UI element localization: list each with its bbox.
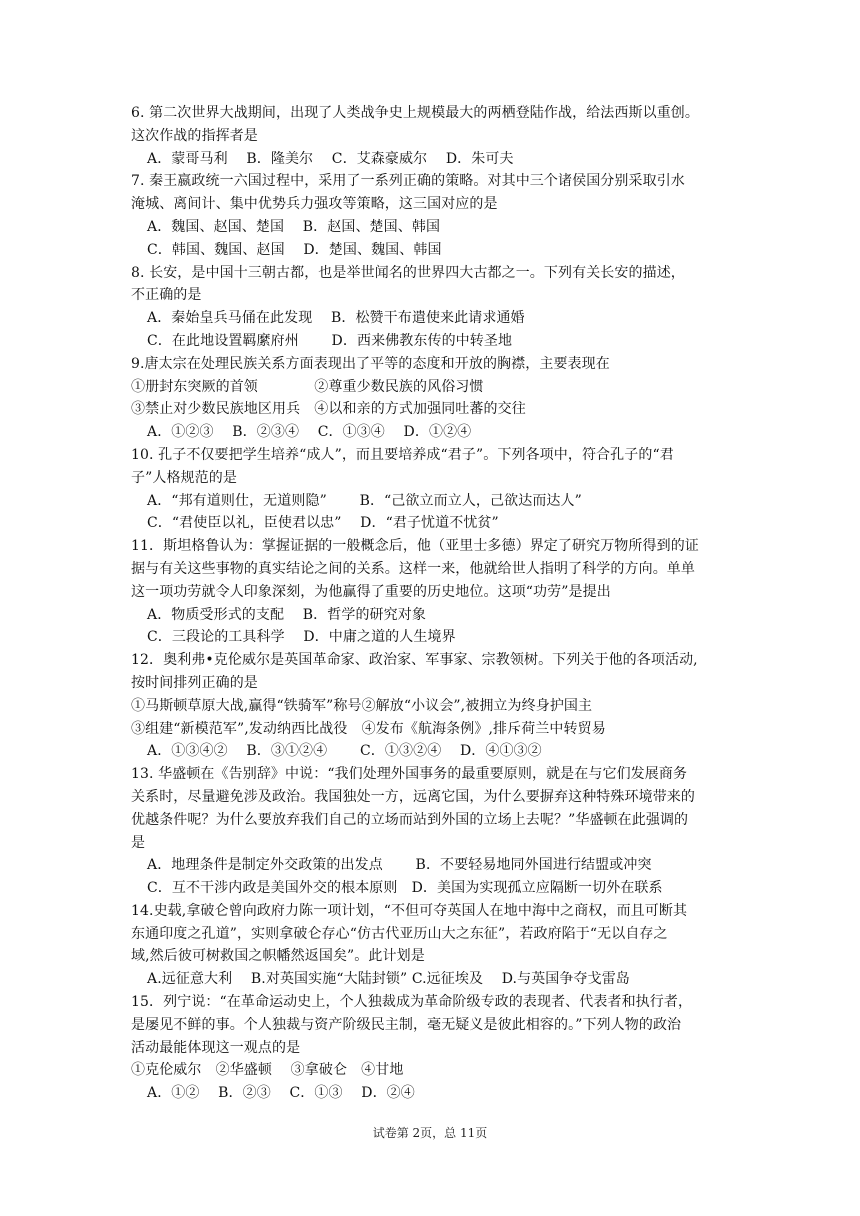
answer-options-line: A．①②③ B．②③④ C．①③④ D．①②④ [147,424,472,441]
question-stem-line: 淹城、离间计、集中优势兵力强攻等策略，这三国对应的是 [131,196,498,213]
question-stem-line: 8. 长安，是中国十三朝古都，也是举世闻名的世界四大古都之一。下列有关长安的描述， [131,264,685,281]
answer-options-line: A.远征意大利 B.对英国实施“大陆封锁” C.远征埃及 D.与英国争夺戈雷岛 [147,971,630,988]
question-stem-line: 是屡见不鲜的事。个人独裁与资产阶级民主制，毫无疑义是彼此相容的。”下列人物的政治 [131,1016,682,1033]
question-item-line: ①马斯顿草原大战,赢得“铁骑军”称号②解放“小议会”,被拥立为终身护国主 [131,697,593,714]
question-stem-line: 域,然后彼可树救国之帜幡然返国矣”。此计划是 [131,948,425,965]
question-stem-line: 不正确的是 [131,287,202,304]
question-stem-line: 10. 孔子不仅要把学生培养“成人”，而且要培养成“君子”。下列各项中，符合孔子的“君 [131,446,674,463]
question-stem-line: 12．奥利弗•克伦威尔是英国革命家、政治家、军事家、宗教领树。下列关于他的各项活动, [131,652,698,669]
question-stem-line: 东通印度之孔道”，实则拿破仑存心“仿古代亚历山大之东征”，若政府陷于“无以自存之 [131,925,668,942]
question-stem-line: 6. 第二次世界大战期间，出现了人类战争史上规模最大的两栖登陆作战，给法西斯以重创。 [131,105,700,121]
question-item-line: ①克伦威尔 ②华盛顿 ③拿破仑 ④甘地 [131,1062,404,1079]
question-block [131,991,731,1105]
question-stem-line: 是 [131,834,146,851]
answer-options-line: C．“君使臣以礼，臣使君以忠” D．“君子忧道不忧贫” [147,515,499,532]
question-stem-line: 关系时，尽量避免涉及政治。我国独处一方，远离它国，为什么要摒弃这种特殊环境带来的 [131,788,695,805]
page-footer: 试卷第 2页，总 11页 [372,1126,488,1140]
question-block [131,444,731,535]
question-block [131,262,731,353]
answer-options-line: A．地理条件是制定外交政策的出发点 B．不要轻易地同外国进行结盟或冲突 [147,857,652,874]
question-stem-line: 13. 华盛顿在《告别辞》中说：“我们处理外国事务的最重要原则，就是在与它们发展商务 [131,766,688,783]
question-block [131,170,731,261]
answer-options-line: C．互不干涉内政是美国外交的根本原则 D．美国为实现孤立应隔断一切外在联系 [147,880,663,897]
question-stem-line: 14.史载,拿破仑曾向政府力陈一项计划，“不但可夺英国人在地中海中之商权，而且可断其 [131,902,688,919]
exam-page-body [131,102,731,1105]
answer-options-line: C．在此地设置羁縻府州 D．西来佛教东传的中转圣地 [147,332,513,349]
question-item-line: ①册封东突厥的首领 ②尊重少数民族的风俗习惯 [131,378,484,395]
answer-options-line: A．①② B．②③ C．①③ D．②④ [147,1085,415,1102]
question-stem-line: 15．列宁说：“在革命运动史上，个人独裁成为革命阶级专政的表现者、代表者和执行者， [131,994,693,1011]
question-stem-line: 这次作战的指挥者是 [131,127,258,144]
answer-options-line: A．①③④② B．③①②④ C．①③②④ D．④①③② [147,743,542,760]
question-item-line: ③组建“新模范军”,发动纳西比战役 ④发布《航海条例》,排斥荷兰中转贸易 [131,720,606,737]
question-stem-line: 活动最能体现这一观点的是 [131,1039,301,1056]
question-block [131,353,731,444]
answer-options-line: A．物质受形式的支配 B．哲学的研究对象 [147,606,426,623]
answer-options-line: A．秦始皇兵马俑在此发现 B．松赞干布遣使来此请求通婚 [147,310,525,327]
question-stem-line: 9.唐太宗在处理民族关系方面表现出了平等的态度和开放的胸襟，主要表现在 [131,355,610,372]
answer-options-line: A．魏国、赵国、楚国 B．赵国、楚国、韩国 [147,218,441,235]
question-stem-line: 7. 秦王嬴政统一六国过程中，采用了一系列正确的策略。对其中三个诸侯国分别采取引水 [131,173,685,190]
question-item-line: ③禁止对少数民族地区用兵 ④以和亲的方式加强同吐蕃的交往 [131,401,526,418]
question-stem-line: 优越条件呢？为什么要放弃我们自己的立场而站到外国的立场上去呢？”华盛顿在此强调的 [131,811,689,828]
answer-options-line: A．蒙哥马利 B．隆美尔 C．艾森豪威尔 D．朱可夫 [147,150,514,167]
question-stem-line: 按时间排列正确的是 [131,674,258,691]
question-stem-line: 这一项功劳就令人印象深刻，为他赢得了重要的历史地位。这项“功劳”是提出 [131,583,611,600]
question-block [131,102,731,170]
answer-options-line: C．三段论的工具科学 D．中庸之道的人生境界 [147,629,456,646]
question-stem-line: 据与有关这些事物的真实结论之间的关系。这样一来，他就给世人指明了科学的方向。单单 [131,560,695,577]
question-block [131,649,731,763]
question-stem-line: 11．斯坦格鲁认为：掌握证据的一般概念后，他（亚里士多德）界定了研究万物所得到的证 [131,538,699,555]
answer-options-line: C．韩国、魏国、赵国 D．楚国、魏国、韩国 [147,241,442,258]
answer-options-line: A．“邦有道则仕，无道则隐” B．“己欲立而立人，己欲达而达人” [147,492,582,509]
question-block [131,535,731,649]
question-block [131,763,731,900]
question-stem-line: 子”人格规范的是 [131,469,237,486]
question-block [131,900,731,991]
